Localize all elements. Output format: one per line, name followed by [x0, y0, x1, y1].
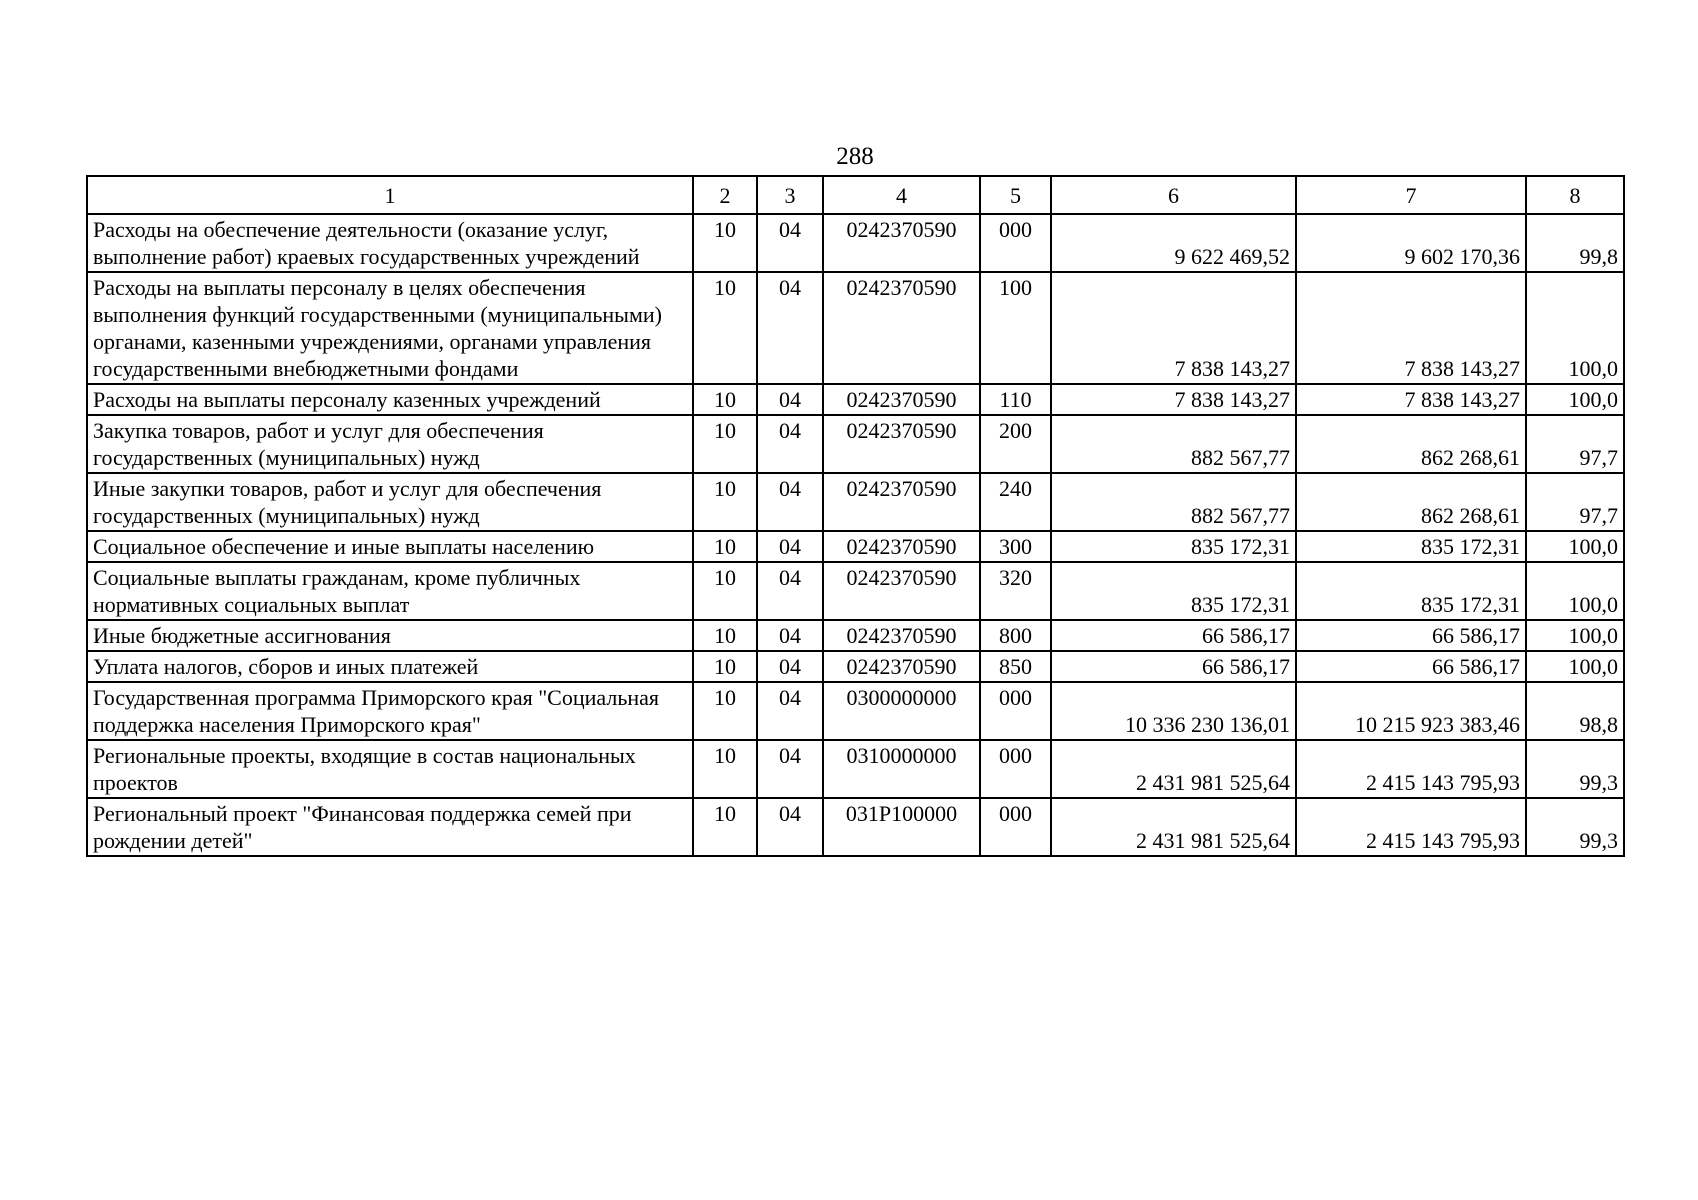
column-header: 3: [757, 176, 823, 214]
row-section: 10: [693, 531, 757, 562]
row-target-code: 0300000000: [823, 682, 980, 740]
row-percent: 99,3: [1526, 740, 1624, 798]
row-actual-amount: 7 838 143,27: [1296, 272, 1526, 384]
row-expense-type: 320: [980, 562, 1051, 620]
row-planned-amount: 7 838 143,27: [1051, 384, 1296, 415]
row-name: Региональный проект "Финансовая поддержка семей при рождении детей": [87, 798, 693, 856]
row-name: Закупка товаров, работ и услуг для обеспечения государственных (муниципальных) нужд: [87, 415, 693, 473]
row-name: Иные закупки товаров, работ и услуг для обеспечения государственных (муниципальных) нужд: [87, 473, 693, 531]
row-expense-type: 000: [980, 798, 1051, 856]
row-actual-amount: 2 415 143 795,93: [1296, 798, 1526, 856]
row-subsection: 04: [757, 415, 823, 473]
row-section: 10: [693, 272, 757, 384]
row-percent: 100,0: [1526, 272, 1624, 384]
row-percent: 100,0: [1526, 562, 1624, 620]
row-planned-amount: 835 172,31: [1051, 531, 1296, 562]
row-section: 10: [693, 562, 757, 620]
row-name: Социальные выплаты гражданам, кроме публичных нормативных социальных выплат: [87, 562, 693, 620]
column-header: 1: [87, 176, 693, 214]
column-header: 6: [1051, 176, 1296, 214]
row-target-code: 0242370590: [823, 473, 980, 531]
row-subsection: 04: [757, 384, 823, 415]
row-target-code: 0310000000: [823, 740, 980, 798]
row-name: Расходы на выплаты персоналу в целях обеспечения выполнения функций государственными (муниципальными) органами, казенными учреждениями, органами управления государственными внебюджетными фондами: [87, 272, 693, 384]
row-subsection: 04: [757, 682, 823, 740]
row-actual-amount: 835 172,31: [1296, 531, 1526, 562]
row-section: 10: [693, 620, 757, 651]
row-actual-amount: 862 268,61: [1296, 473, 1526, 531]
row-planned-amount: 10 336 230 136,01: [1051, 682, 1296, 740]
row-percent: 100,0: [1526, 651, 1624, 682]
row-planned-amount: 2 431 981 525,64: [1051, 798, 1296, 856]
row-planned-amount: 835 172,31: [1051, 562, 1296, 620]
row-target-code: 031P100000: [823, 798, 980, 856]
row-subsection: 04: [757, 473, 823, 531]
row-planned-amount: 66 586,17: [1051, 620, 1296, 651]
row-actual-amount: 66 586,17: [1296, 620, 1526, 651]
row-expense-type: 110: [980, 384, 1051, 415]
row-subsection: 04: [757, 620, 823, 651]
row-percent: 100,0: [1526, 531, 1624, 562]
column-header: 2: [693, 176, 757, 214]
row-name: Расходы на выплаты персоналу казенных учреждений: [87, 384, 693, 415]
table-row: [87, 562, 1624, 620]
row-percent: 98,8: [1526, 682, 1624, 740]
row-target-code: 0242370590: [823, 562, 980, 620]
row-target-code: 0242370590: [823, 384, 980, 415]
row-actual-amount: 862 268,61: [1296, 415, 1526, 473]
row-expense-type: 000: [980, 740, 1051, 798]
row-name: Региональные проекты, входящие в состав национальных проектов: [87, 740, 693, 798]
row-percent: 99,8: [1526, 214, 1624, 272]
row-expense-type: 200: [980, 415, 1051, 473]
row-expense-type: 850: [980, 651, 1051, 682]
row-subsection: 04: [757, 798, 823, 856]
table-row: [87, 272, 1624, 384]
row-percent: 99,3: [1526, 798, 1624, 856]
row-target-code: 0242370590: [823, 272, 980, 384]
row-name: Иные бюджетные ассигнования: [87, 620, 693, 651]
table-row: [87, 415, 1624, 473]
row-section: 10: [693, 384, 757, 415]
row-actual-amount: 10 215 923 383,46: [1296, 682, 1526, 740]
row-section: 10: [693, 415, 757, 473]
row-actual-amount: 835 172,31: [1296, 562, 1526, 620]
row-expense-type: 800: [980, 620, 1051, 651]
column-header: 5: [980, 176, 1051, 214]
row-section: 10: [693, 682, 757, 740]
row-section: 10: [693, 473, 757, 531]
row-name: Социальное обеспечение и иные выплаты населению: [87, 531, 693, 562]
row-section: 10: [693, 651, 757, 682]
row-planned-amount: 2 431 981 525,64: [1051, 740, 1296, 798]
row-actual-amount: 7 838 143,27: [1296, 384, 1526, 415]
row-subsection: 04: [757, 272, 823, 384]
column-header: 4: [823, 176, 980, 214]
row-subsection: 04: [757, 531, 823, 562]
row-expense-type: 000: [980, 214, 1051, 272]
row-subsection: 04: [757, 740, 823, 798]
row-actual-amount: 66 586,17: [1296, 651, 1526, 682]
table-row: [87, 682, 1624, 740]
table-row: [87, 651, 1624, 682]
row-expense-type: 100: [980, 272, 1051, 384]
row-name: Уплата налогов, сборов и иных платежей: [87, 651, 693, 682]
row-percent: 97,7: [1526, 473, 1624, 531]
table-row: [87, 384, 1624, 415]
row-actual-amount: 9 602 170,36: [1296, 214, 1526, 272]
row-target-code: 0242370590: [823, 214, 980, 272]
row-name: Расходы на обеспечение деятельности (оказание услуг, выполнение работ) краевых государственных учреждений: [87, 214, 693, 272]
column-header: 8: [1526, 176, 1624, 214]
row-planned-amount: 882 567,77: [1051, 415, 1296, 473]
row-planned-amount: 66 586,17: [1051, 651, 1296, 682]
row-expense-type: 240: [980, 473, 1051, 531]
row-subsection: 04: [757, 651, 823, 682]
page-number: 288: [836, 143, 874, 170]
row-name: Государственная программа Приморского края "Социальная поддержка населения Приморского края": [87, 682, 693, 740]
row-expense-type: 300: [980, 531, 1051, 562]
table-row: [87, 740, 1624, 798]
row-expense-type: 000: [980, 682, 1051, 740]
row-section: 10: [693, 740, 757, 798]
row-target-code: 0242370590: [823, 415, 980, 473]
table-row: [87, 531, 1624, 562]
row-actual-amount: 2 415 143 795,93: [1296, 740, 1526, 798]
row-planned-amount: 882 567,77: [1051, 473, 1296, 531]
row-planned-amount: 9 622 469,52: [1051, 214, 1296, 272]
row-percent: 100,0: [1526, 620, 1624, 651]
row-target-code: 0242370590: [823, 620, 980, 651]
table-row: [87, 798, 1624, 856]
row-section: 10: [693, 798, 757, 856]
row-target-code: 0242370590: [823, 531, 980, 562]
row-target-code: 0242370590: [823, 651, 980, 682]
table-header-row: [87, 176, 1624, 214]
row-subsection: 04: [757, 562, 823, 620]
row-planned-amount: 7 838 143,27: [1051, 272, 1296, 384]
table-row: [87, 214, 1624, 272]
budget-table: [86, 175, 1625, 857]
row-percent: 97,7: [1526, 415, 1624, 473]
table-row: [87, 473, 1624, 531]
table-row: [87, 620, 1624, 651]
row-subsection: 04: [757, 214, 823, 272]
row-section: 10: [693, 214, 757, 272]
column-header: 7: [1296, 176, 1526, 214]
row-percent: 100,0: [1526, 384, 1624, 415]
